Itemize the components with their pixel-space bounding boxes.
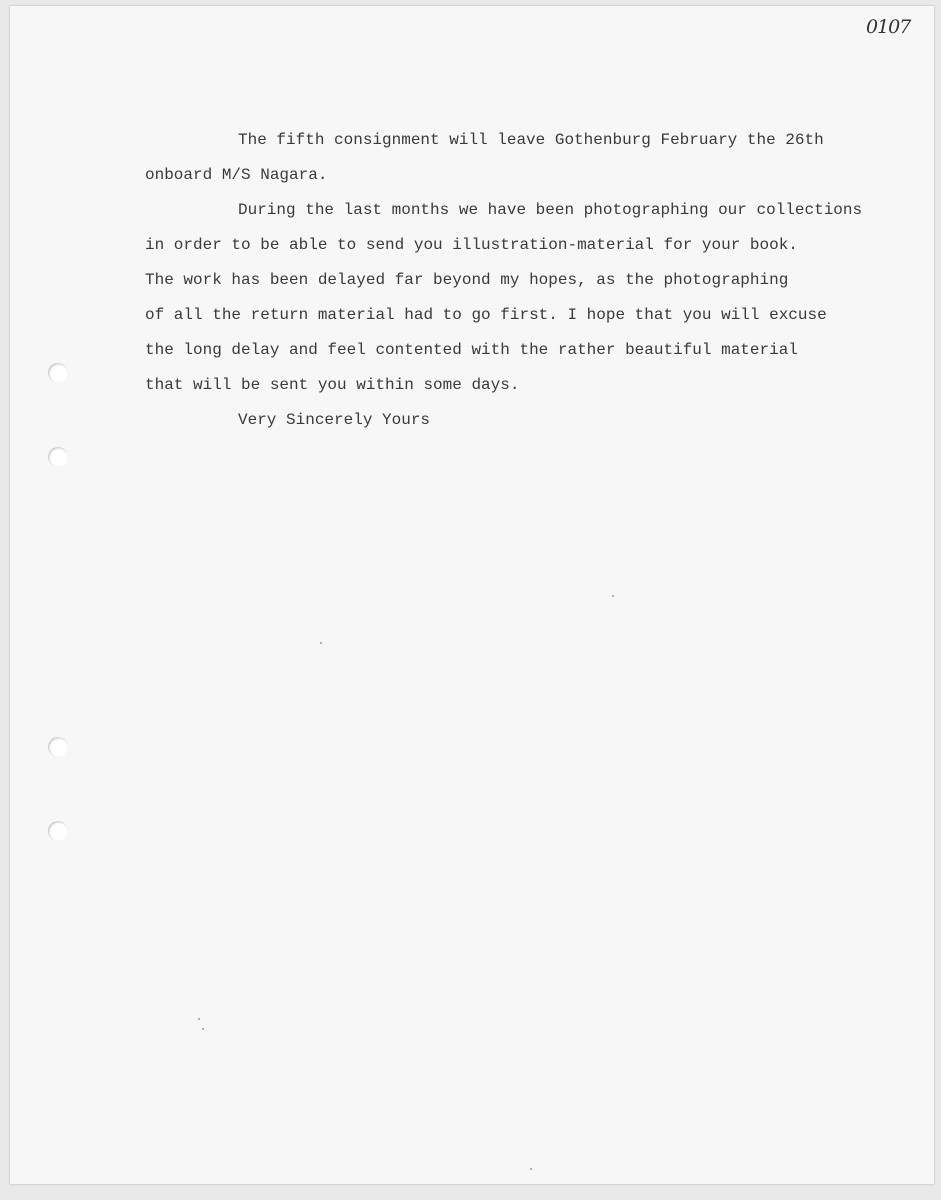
- paragraph-1-line-2: onboard M/S Nagara.: [145, 166, 328, 184]
- paper-speck: [198, 1018, 200, 1020]
- paper-speck: [530, 1168, 532, 1170]
- paragraph-2-line-2: in order to be able to send you illustration-material for your book.: [145, 236, 798, 254]
- punch-hole: [48, 363, 68, 383]
- paper-speck: [202, 1028, 204, 1030]
- punch-hole: [48, 821, 68, 841]
- closing: Very Sincerely Yours: [238, 411, 431, 429]
- paragraph-2-line-1: During the last months we have been photographing our collections: [238, 201, 863, 219]
- paragraph-2-line-4: of all the return material had to go first. I hope that you will excuse: [145, 306, 827, 324]
- letter-page: [10, 6, 934, 1184]
- punch-hole: [48, 737, 68, 757]
- paper-speck: [320, 642, 322, 644]
- page-number: 0107: [866, 16, 911, 38]
- punch-hole: [48, 447, 68, 467]
- paragraph-2-line-3: The work has been delayed far beyond my hopes, as the photographing: [145, 271, 789, 289]
- paragraph-2-line-5: the long delay and feel contented with the rather beautiful material: [145, 341, 798, 359]
- paragraph-2-line-6: that will be sent you within some days.: [145, 376, 520, 394]
- paper-speck: [612, 595, 614, 597]
- paragraph-1-line-1: The fifth consignment will leave Gothenburg February the 26th: [238, 131, 824, 149]
